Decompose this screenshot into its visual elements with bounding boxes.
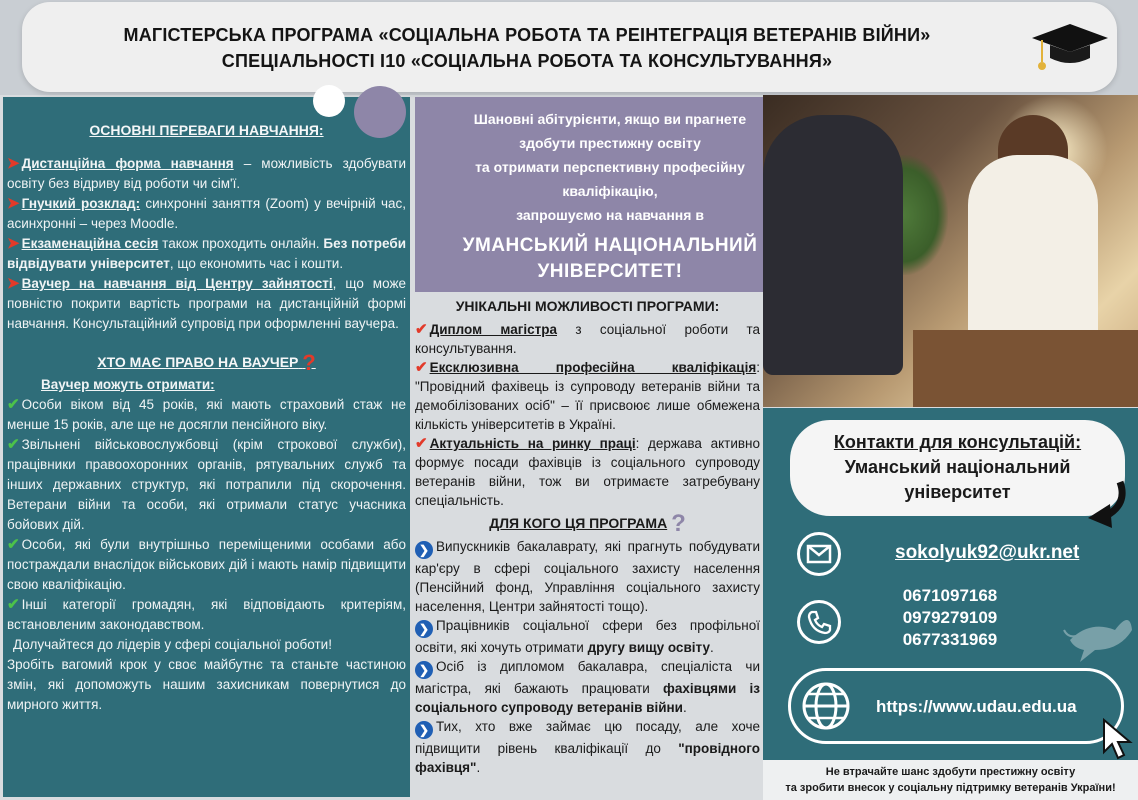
- advantage-item: ➤ Дистанційна форма навчання – можливість здобувати освіту без відриву від роботи чи сім'ї.: [7, 155, 406, 191]
- invitation-bubble: Шановні абітурієнти, якщо ви прагнете здобути престижну освіту та отримати перспективну професійну кваліфікацію, запрошуємо на навчання в УМАНСЬКИЙ НАЦІОНАЛЬНИЙ УНІВЕРСИТЕТ!: [415, 97, 805, 292]
- decor-dot-white: [313, 85, 345, 117]
- chevron-right-icon: ❯: [415, 541, 433, 559]
- voucher-item: ✔ Інші категорії громадян, які відповідають критеріям, встановленим законодавством.: [7, 596, 406, 632]
- audience-item: ❯ Осіб із дипломом бакалавра, спеціаліста чи магістра, які бажають працювати фахівцями із соціального супроводу ветеранів війни.: [415, 659, 760, 715]
- pin-icon: ➤: [7, 155, 20, 172]
- advantages-title: ОСНОВНІ ПЕРЕВАГИ НАВЧАННЯ:: [89, 122, 324, 138]
- closing-line-2: Зробіть вагомий крок у своє майбутнє та станьте частиною змін, які допоможуть нашим захисникам повернутися до мирного життя.: [7, 657, 406, 712]
- website-link[interactable]: https://www.udau.edu.ua: [876, 697, 1077, 716]
- middle-column: [415, 297, 760, 777]
- email-link[interactable]: sokolyuk92@ukr.net: [895, 542, 1080, 563]
- contacts-bubble: [790, 420, 1125, 516]
- university-name: УМАНСЬКИЙ НАЦІОНАЛЬНИЙ УНІВЕРСИТЕТ!: [462, 235, 758, 282]
- dove-icon: [1060, 600, 1135, 670]
- voucher-subtitle: Ваучер можуть отримати:: [41, 377, 215, 392]
- phone-icon: [797, 600, 841, 644]
- consultation-photo: [763, 95, 1138, 407]
- voucher-item: ✔ Особи віком від 45 років, які мають страховий стаж не менше 15 років, але ще не досягли пенсійного віку.: [7, 396, 406, 432]
- title-line-2: СПЕЦІАЛЬНОСТІ І10 «СОЦІАЛЬНА РОБОТА ТА КОНСУЛЬТУВАННЯ»: [221, 51, 833, 71]
- globe-icon: [800, 680, 852, 732]
- left-column: [3, 120, 410, 715]
- advantage-item: ➤ Екзаменаційна сесія також проходить онлайн. Без потреби відвідувати університет, що економить час і кошти.: [7, 235, 406, 271]
- header-pill: [22, 2, 1117, 92]
- page-title: [62, 22, 992, 74]
- audience-item: ❯ Працівників соціальної сфери без профільної освіти, які хочуть отримати другу вищу освіту.: [415, 618, 760, 655]
- chevron-right-icon: ❯: [415, 721, 433, 739]
- checkmark-icon: ✔: [7, 596, 20, 613]
- checkmark-icon: ✔: [415, 321, 428, 338]
- voucher-item: ✔ Особи, які були внутрішньо переміщеними особами або постраждали внаслідок військових дій і мають намір підвищити свою кваліфікацію.: [7, 536, 406, 592]
- closing-line-1: Долучайтеся до лідерів у сфері соціальної роботи!: [13, 637, 332, 652]
- audience-item: ❯ Випускників бакалаврату, які прагнуть побудувати кар'єру в сфері соціального захисту населення (Пенсійний фонд, Управління соціального захисту населення, Центри зайнятості тощо).: [415, 539, 760, 614]
- question-mark-icon: ?: [302, 350, 316, 375]
- advantage-item: ➤ Ваучер на навчання від Центру зайнятості, що може повністю покрити вартість програми на дистанційній формі навчання. Консультаційний супровід при оформленні ваучера.: [7, 275, 406, 331]
- phone-number[interactable]: 0979279109: [902, 608, 998, 627]
- pin-icon: ➤: [7, 275, 20, 292]
- question-mark-icon: ?: [671, 510, 686, 537]
- contacts-org: Уманський національний університет: [844, 457, 1071, 502]
- checkmark-icon: ✔: [7, 536, 20, 553]
- footer-slogan: Не втрачайте шанс здобути престижну освіту та зробити внесок у соціальну підтримку ветеранів України!: [785, 766, 1116, 794]
- audience-title: ДЛЯ КОГО ЦЯ ПРОГРАМА ?: [489, 510, 686, 537]
- phone-number[interactable]: 0677331969: [902, 630, 998, 649]
- checkmark-icon: ✔: [7, 436, 20, 453]
- pin-icon: ➤: [7, 195, 20, 212]
- chevron-right-icon: ❯: [415, 620, 433, 638]
- email-icon: [797, 532, 841, 576]
- cursor-icon: [1100, 718, 1136, 762]
- voucher-title: ХТО МАЄ ПРАВО НА ВАУЧЕР ?: [97, 350, 316, 375]
- phone-number[interactable]: 0671097168: [902, 586, 998, 605]
- graduation-cap-icon: [1030, 18, 1110, 78]
- advantage-item: ➤ Гнучкий розклад: синхронні заняття (Zoom) у вечірній час, асинхронні – через Moodle.: [7, 195, 406, 231]
- checkmark-icon: ✔: [7, 396, 20, 413]
- checkmark-icon: ✔: [415, 435, 428, 452]
- unique-item: ✔ Ексклюзивна професійна кваліфікація: "Провідний фахівець із супроводу ветеранів війни та демобілізованих осіб" – її присвоює лише обмежена кількість університетів в Україні.: [415, 359, 760, 432]
- title-line-1: МАГІСТЕРСЬКА ПРОГРАМА «СОЦІАЛЬНА РОБОТА ТА РЕІНТЕГРАЦІЯ ВЕТЕРАНІВ ВІЙНИ»: [123, 25, 931, 45]
- unique-item: ✔ Диплом магістра з соціальної роботи та консультування.: [415, 321, 760, 356]
- voucher-item: ✔ Звільнені військовослужбовці (крім строкової служби), працівники правоохоронних органів, рятувальних служб та інших державних структур, які потрапили під скорочення. Ветерани війни та особи, які отримали статус учасника бойових дій.: [7, 436, 406, 532]
- audience-item: ❯ Тих, хто вже займає цю посаду, але хоче підвищити рівень кваліфікації до "провідного фахівця".: [415, 719, 760, 775]
- curved-arrow-icon: [1080, 478, 1132, 530]
- unique-title: УНІКАЛЬНІ МОЖЛИВОСТІ ПРОГРАМИ:: [455, 298, 720, 314]
- phone-numbers: [890, 585, 1010, 651]
- header-band: [0, 0, 1138, 95]
- unique-item: ✔ Актуальність на ринку праці: держава активно формує посади фахівців із соціального супроводу ветеранів війни, тож ви отримаєте затребувану спеціальність.: [415, 435, 760, 508]
- contacts-title: Контакти для консультацій:: [833, 432, 1082, 452]
- chevron-right-icon: ❯: [415, 661, 433, 679]
- checkmark-icon: ✔: [415, 359, 428, 376]
- pin-icon: ➤: [7, 235, 20, 252]
